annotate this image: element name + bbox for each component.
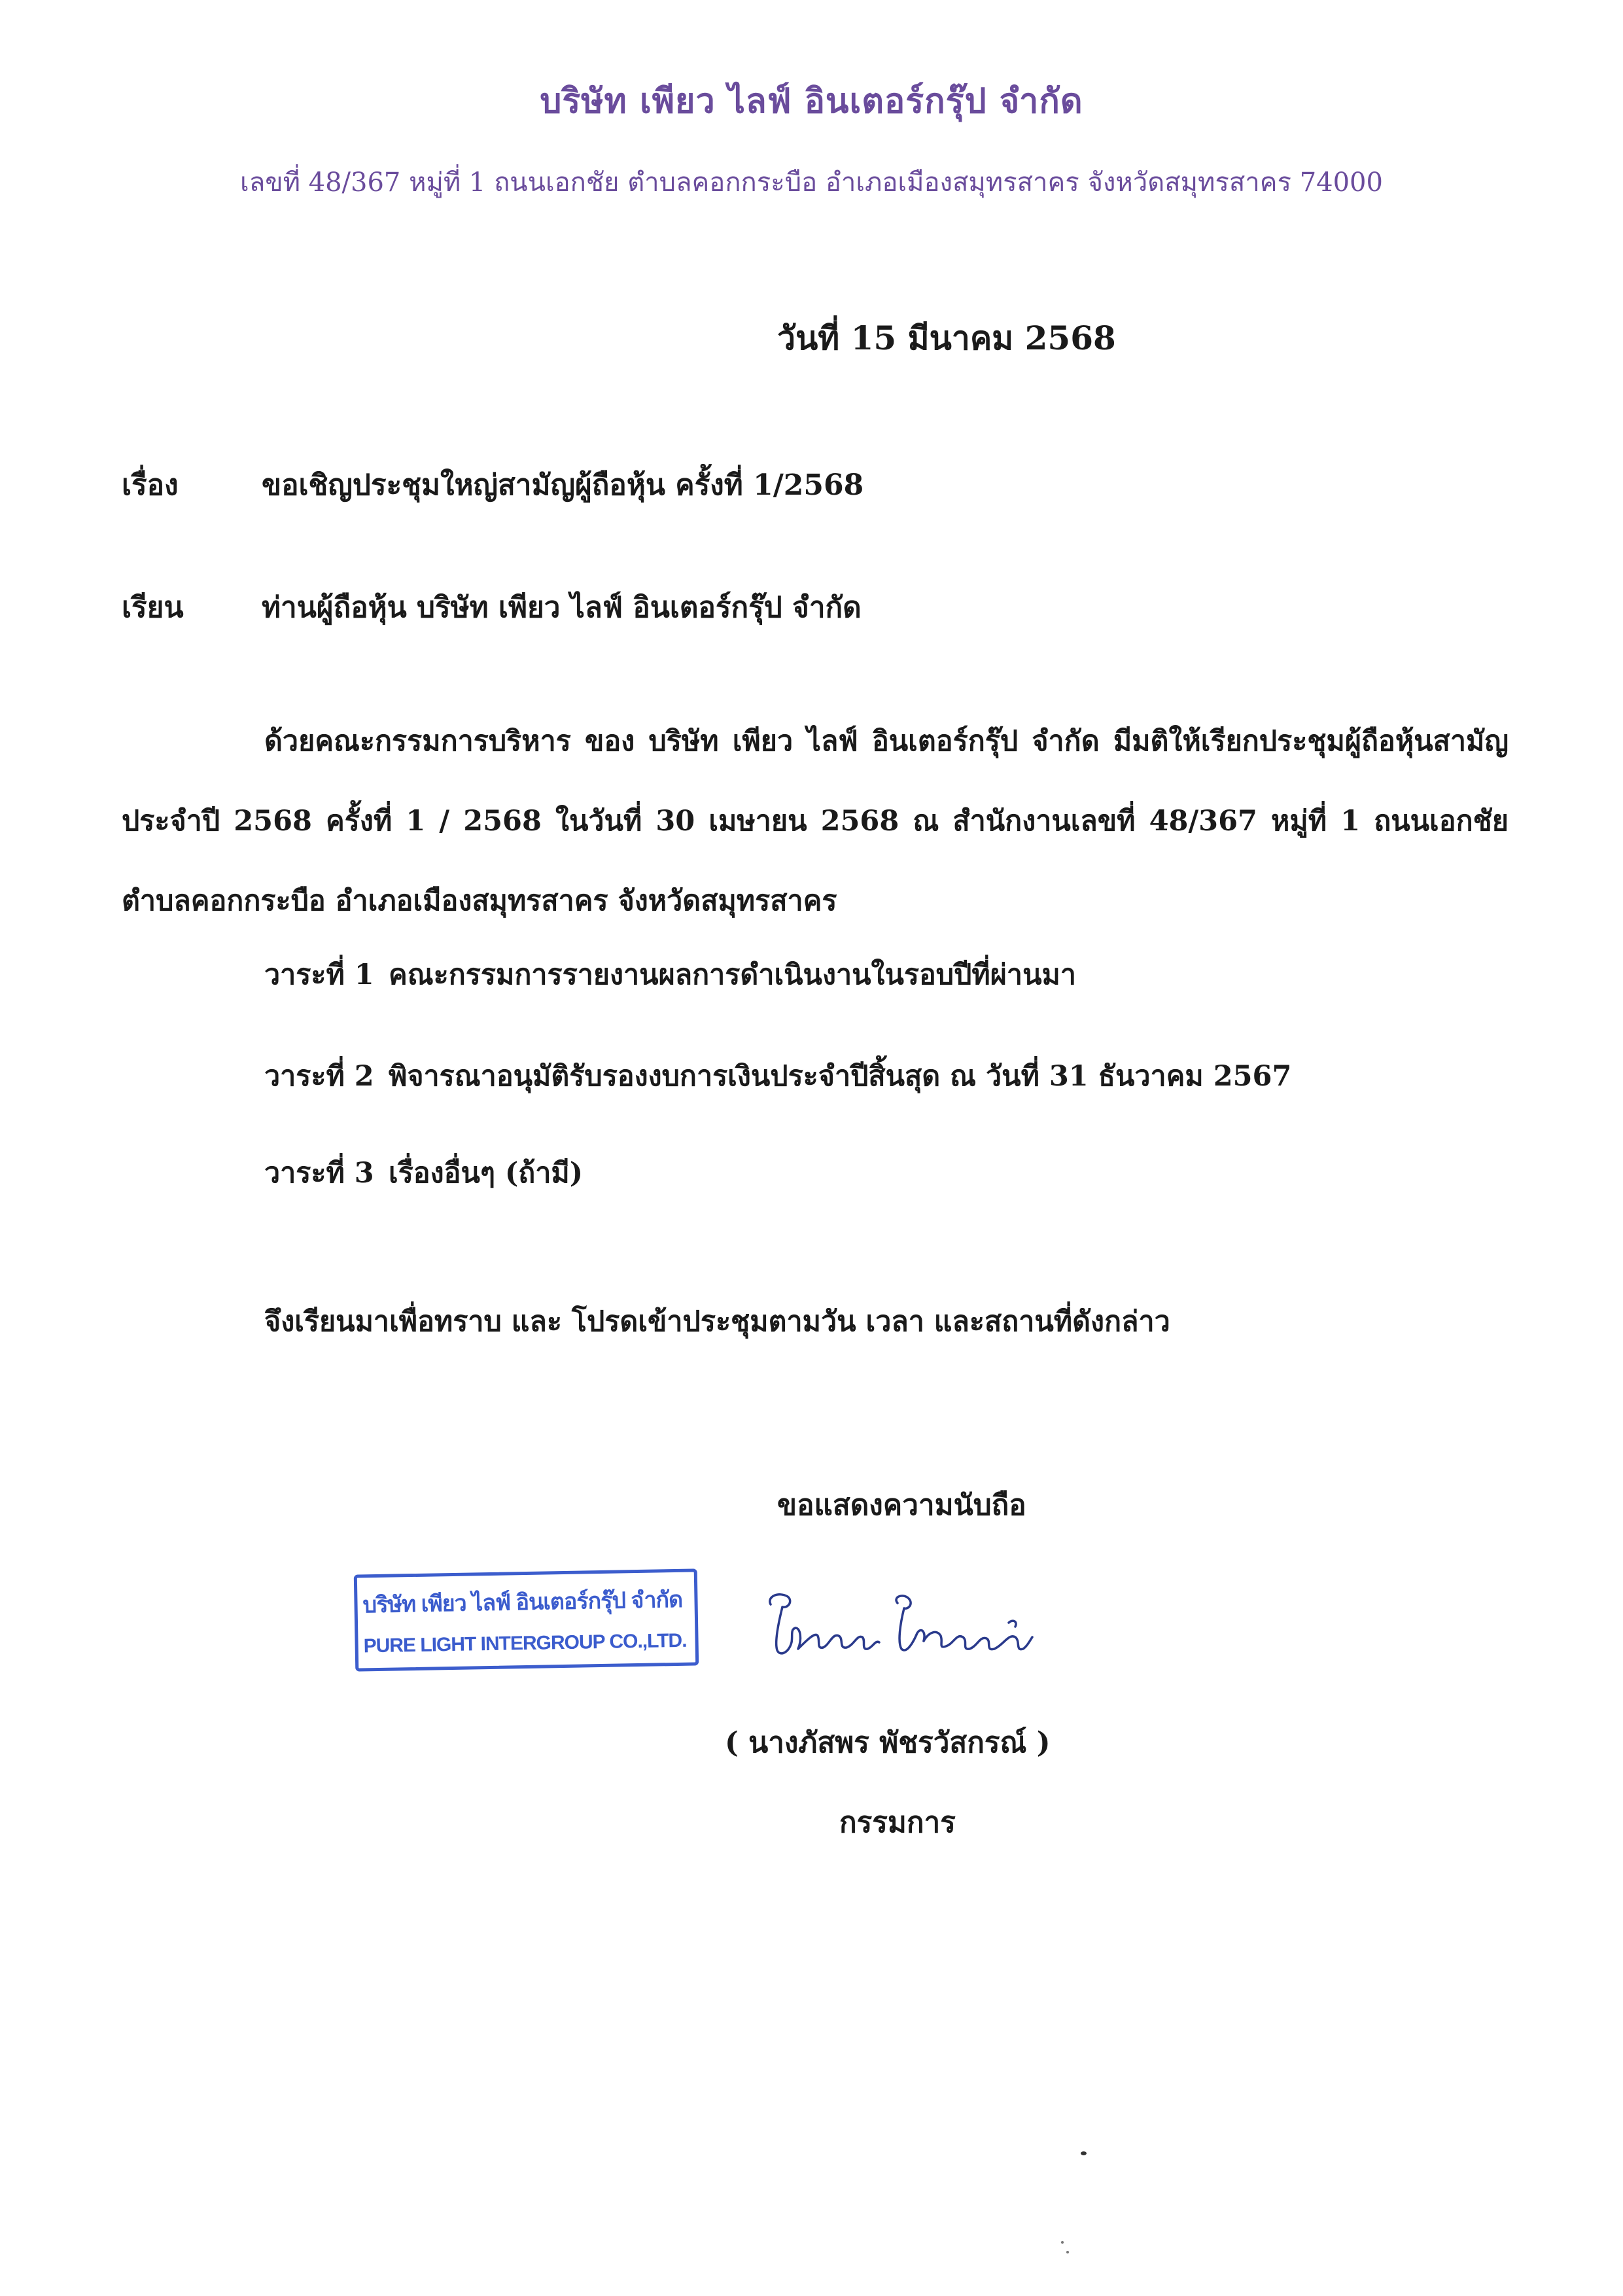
agenda-text: พิจารณาอนุมัติรับรองงบการเงินประจำปีสิ้นสุด ณ วันที่ 31 ธันวาคม 2567 [389,1060,1292,1093]
agenda-item-2 [264,1053,1291,1098]
recipient-text: ท่านผู้ถือหุ้น บริษัท เพียว ไลฟ์ อินเตอร์กรุ๊ป จำกัด [262,591,862,624]
agenda-number: วาระที่ 2 [264,1060,374,1093]
scan-speck [1061,2241,1064,2244]
stamp-english-name: PURE LIGHT INTERGROUP CO.,LTD. [363,1629,687,1657]
stamp-thai-name: บริษัท เพียว ไลฟ์ อินเตอร์กรุ๊ป จำกัด [362,1587,683,1618]
agenda-item-3 [264,1150,583,1195]
regards-line: ขอแสดงความนับถือ [777,1489,1026,1522]
agenda-text: คณะกรรมการรายงานผลการดำเนินงานในรอบปีที่ผ่านมา [389,959,1076,991]
subject-text: ขอเชิญประชุมใหญ่สามัญผู้ถือหุ้น ครั้งที่ 1/2568 [262,468,864,502]
scan-speck [1081,2151,1087,2155]
subject-label: เรื่อง [122,468,179,502]
company-name: บริษัท เพียว ไลฟ์ อินเตอร์กรุ๊ป จำกัด [540,81,1083,121]
signer-role: กรรมการ [839,1806,956,1839]
body-paragraph: ด้วยคณะกรรมการบริหาร ของ บริษัท เพียว ไลฟ์ อินเตอร์กรุ๊ป จำกัด มีมติให้เรียกประชุมผู้ถือหุ้นสามัญประจำปี 2568 ครั้งที่ 1 / 2568 ในวันที่ 30 เมษายน 2568 ณ สำนักงานเลขที่ 48/367 หมู่ที่ 1 ถนนเอกชัย ตำบลคอกกระบือ อำเภอเมืองสมุทรสาคร จังหวัดสมุทรสาคร [122,725,1509,917]
agenda-number: วาระที่ 3 [264,1157,374,1190]
letter-date: วันที่ 15 มีนาคม 2568 [777,319,1116,357]
agenda-item-1 [264,952,1076,997]
scan-speck [1066,2251,1069,2253]
agenda-text: เรื่องอื่นๆ (ถ้ามี) [389,1157,584,1190]
closing-line: จึงเรียนมาเพื่อทราบ และ โปรดเข้าประชุมตามวัน เวลา และสถานที่ดังกล่าว [264,1305,1170,1338]
agenda-number: วาระที่ 1 [264,959,374,991]
handwritten-signature [752,1577,1040,1675]
company-stamp [354,1568,699,1671]
company-address: เลขที่ 48/367 หมู่ที่ 1 ถนนเอกชัย ตำบลคอกกระบือ อำเภอเมืองสมุทรสาคร จังหวัดสมุทรสาคร 74000 [240,168,1383,198]
recipient-label: เรียน [122,591,184,624]
signer-name: ( นางภัสพร พัชรวัสกรณ์ ) [725,1726,1051,1759]
